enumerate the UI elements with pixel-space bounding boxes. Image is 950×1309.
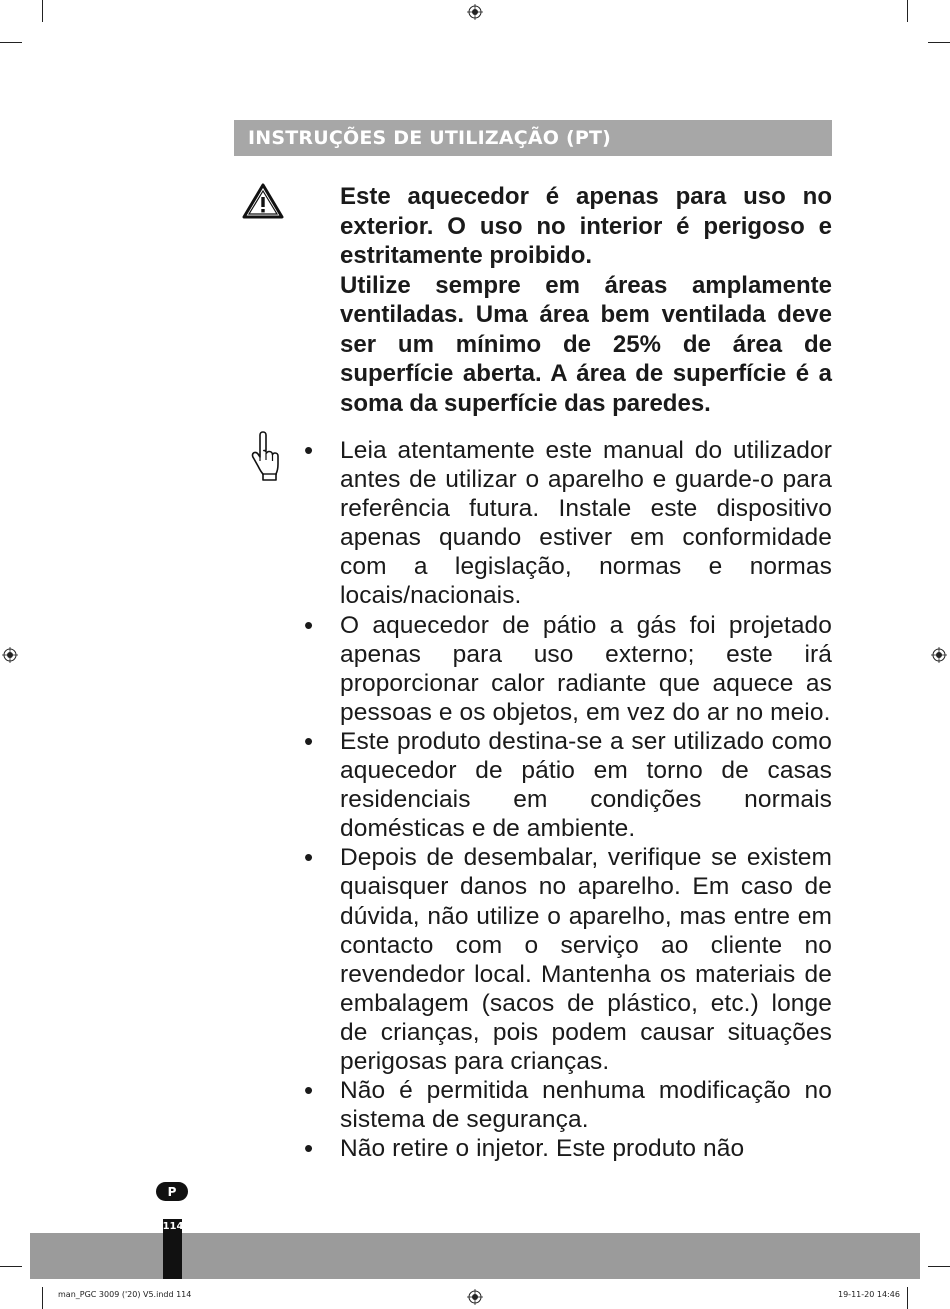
registration-mark-icon <box>467 4 483 20</box>
crop-mark <box>907 1287 908 1309</box>
list-item-text: Não é permitida nenhuma modificação no sistema de segurança. <box>340 1077 832 1134</box>
bullet-symbol: • <box>304 1075 314 1106</box>
pointing-hand-icon <box>250 430 280 482</box>
section-header <box>234 120 832 156</box>
warning-block <box>340 182 832 418</box>
print-slug-date: 19-11-20 14:46 <box>838 1290 900 1299</box>
warning-paragraph: Este aquecedor é apenas para uso no exterior. O uso no interior é perigoso e estritamente proibido. <box>340 183 832 269</box>
crop-mark <box>907 0 908 22</box>
list-item <box>302 1076 832 1134</box>
crop-mark <box>928 42 950 43</box>
list-item-text: Depois de desembalar, verifique se existem quaisquer danos no aparelho. Em caso de dúvida, não utilize o aparelho, mas entre em contacto com o serviço ao cliente no revendedor local. Mantenha os materiais de embalagem (sacos de plástico, etc.) longe de crianças, pois podem causar situações perigosas para crianças. <box>340 844 832 1075</box>
bullet-symbol: • <box>304 1133 314 1164</box>
registration-mark-icon <box>467 1289 483 1305</box>
language-badge: P <box>156 1182 188 1201</box>
bullet-symbol: • <box>304 435 314 465</box>
page-number: 114 <box>162 1221 184 1232</box>
list-item-text: Leia atentamente este manual do utilizador antes de utilizar o aparelho e guarde-o para referência futura. Instale este dispositivo apenas quando estiver em conformidade com a legislação, normas e normas locais/nacionais. <box>340 437 832 610</box>
list-item <box>302 436 832 611</box>
crop-mark <box>0 42 22 43</box>
print-slug-filename: man_PGC 3009 ('20) V5.indd 114 <box>58 1290 192 1299</box>
list-item-text: Não retire o injetor. Este produto não <box>340 1135 745 1163</box>
crop-mark <box>0 1266 22 1267</box>
list-item-text: O aquecedor de pátio a gás foi projetado apenas para uso externo; este irá proporcionar calor radiante que aquece as pessoas e os objetos, em vez do ar no meio. <box>340 611 832 726</box>
warning-paragraph: Utilize sempre em áreas amplamente ventiladas. Uma área bem ventilada deve ser um mínimo de 25% de área de superfície aberta. A área de superfície é a soma da superfície das paredes. <box>340 271 832 417</box>
list-item <box>302 1134 832 1163</box>
crop-mark <box>928 1266 950 1267</box>
bullet-symbol: • <box>304 842 314 873</box>
list-item-text: Este produto destina-se a ser utilizado como aquecedor de pátio em torno de casas residenciais em condições normais domésticas e de ambiente. <box>340 727 832 843</box>
warning-triangle-icon <box>241 182 285 220</box>
bullet-symbol: • <box>304 609 314 640</box>
section-title: INSTRUÇÕES DE UTILIZAÇÃO (PT) <box>248 127 611 149</box>
instructions-list <box>302 436 832 1163</box>
registration-mark-icon <box>2 647 18 663</box>
crop-mark <box>42 0 43 22</box>
list-item <box>302 843 832 1076</box>
crop-mark <box>42 1287 43 1309</box>
list-item <box>302 727 832 843</box>
bullet-symbol: • <box>304 725 314 756</box>
registration-mark-icon <box>931 647 947 663</box>
list-item <box>302 611 832 727</box>
